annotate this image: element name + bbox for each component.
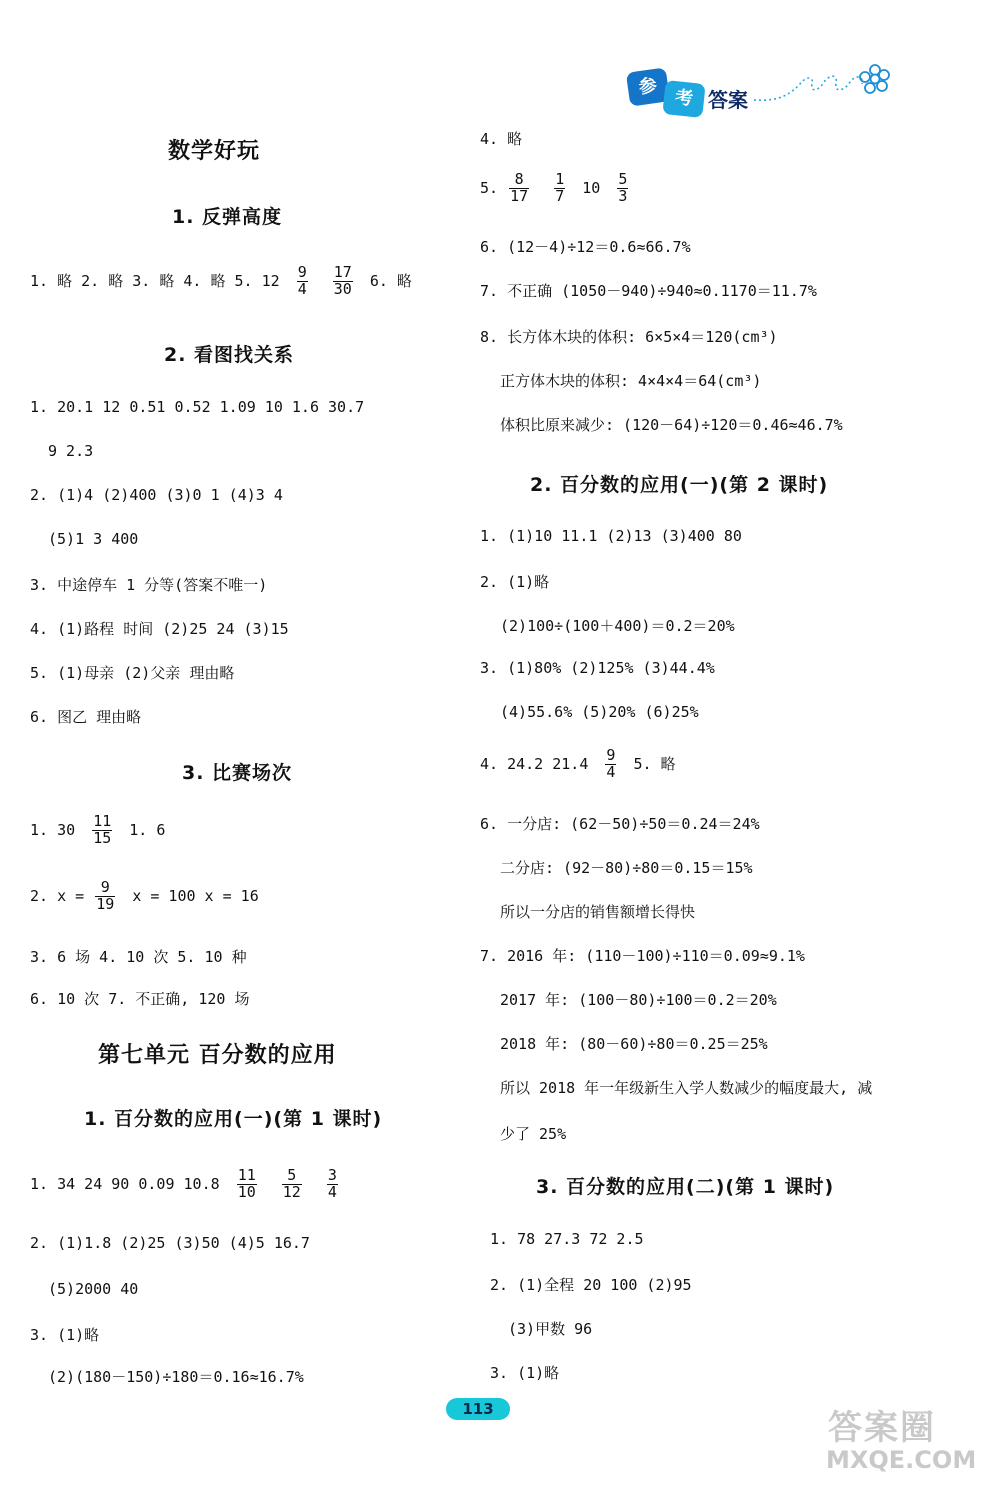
answer-line: 正方体木块的体积: 4×4×4＝64(cm³) <box>500 372 762 390</box>
header-badge-char-1: 参 <box>626 67 670 106</box>
fraction-denominator: 3 <box>618 186 628 205</box>
fraction-numerator: 9 <box>606 746 616 764</box>
answer-line <box>30 814 165 847</box>
answer-line <box>480 172 636 205</box>
answer-text: 1. 略 2. 略 3. 略 4. 略 5. 12 <box>30 271 280 290</box>
answer-line: 5. (1)母亲 (2)父亲 理由略 <box>30 664 235 682</box>
fraction-denominator: 19 <box>96 894 115 913</box>
answer-line: 3. (1)80% (2)125% (3)44.4% <box>480 659 715 677</box>
fraction-denominator: 12 <box>282 1182 301 1201</box>
answer-text: 2. x = <box>30 886 85 905</box>
answer-line <box>30 265 412 298</box>
fraction-denominator: 15 <box>93 828 112 847</box>
fraction <box>237 1168 257 1201</box>
fraction-numerator: 1 <box>555 170 565 188</box>
answer-line: 1. (1)10 11.1 (2)13 (3)400 80 <box>480 527 742 545</box>
answer-line: (4)55.6% (5)20% (6)25% <box>500 703 699 721</box>
answer-line: (3)甲数 96 <box>508 1320 593 1338</box>
answer-line: 2. (1)全程 20 100 (2)95 <box>490 1276 692 1294</box>
answer-line: 3. (1)略 <box>490 1364 560 1382</box>
subsection-title-percent-app-1-lesson-2: 2. 百分数的应用(一)(第 2 课时) <box>530 474 829 496</box>
answer-line: 1. 78 27.3 72 2.5 <box>490 1230 644 1248</box>
subsection-title-graph-relations: 2. 看图找关系 <box>164 344 295 366</box>
answer-line: 二分店: (92－80)÷80＝0.15＝15% <box>500 859 753 877</box>
watermark-logo: 答案圈 <box>828 1408 936 1448</box>
answer-line: (5)1 3 400 <box>48 530 139 548</box>
answer-line: 7. 不正确 (1050－940)÷940≈0.1170＝11.7% <box>480 282 817 300</box>
answer-line: 2017 年: (100－80)÷100＝0.2＝20% <box>500 991 777 1009</box>
answer-line: 所以一分店的销售额增长得快 <box>500 903 696 921</box>
answer-text: 6. 略 <box>369 271 412 290</box>
fraction-numerator: 3 <box>327 1166 337 1184</box>
fraction <box>617 172 628 205</box>
fraction-denominator: 7 <box>555 186 565 205</box>
subsection-title-percent-app-2-lesson-1: 3. 百分数的应用(二)(第 1 课时) <box>536 1176 835 1198</box>
fraction-numerator: 11 <box>93 812 112 830</box>
header-badge-char-2: 考 <box>662 80 705 118</box>
fraction <box>297 265 308 298</box>
answer-line: (2)100÷(100＋400)＝0.2＝20% <box>500 617 735 635</box>
answer-line: 7. 2016 年: (110－100)÷110＝0.09≈9.1% <box>480 947 805 965</box>
answer-line <box>30 1168 346 1201</box>
subsection-title-bounce-height: 1. 反弹高度 <box>172 206 283 228</box>
answer-line: 4. (1)路程 时间 (2)25 24 (3)15 <box>30 620 289 638</box>
answer-text: 1. 34 24 90 0.09 10.8 <box>30 1174 220 1193</box>
fraction-denominator: 4 <box>297 279 307 298</box>
fraction <box>333 265 353 298</box>
fraction-denominator: 4 <box>606 762 616 781</box>
answer-text: 1. 6 <box>129 820 166 839</box>
fraction-numerator: 11 <box>237 1166 256 1184</box>
answer-line: 2018 年: (80－60)÷80＝0.25＝25% <box>500 1035 768 1053</box>
answer-line: 体积比原来减少: (120－64)÷120＝0.46≈46.7% <box>500 416 843 434</box>
answer-line: 8. 长方体木块的体积: 6×5×4＝120(cm³) <box>480 328 778 346</box>
fraction <box>554 172 565 205</box>
subsection-title-percent-app-1-lesson-1: 1. 百分数的应用(一)(第 1 课时) <box>84 1108 383 1130</box>
watermark-url: MXQE.COM <box>826 1446 977 1474</box>
fraction-denominator: 10 <box>237 1182 256 1201</box>
answer-text: 5. <box>480 178 499 197</box>
flower-icon <box>858 62 892 96</box>
answer-line: 2. (1)4 (2)400 (3)0 1 (4)3 4 <box>30 486 283 504</box>
header-title: 答案 <box>708 88 748 112</box>
answer-text: 5. 略 <box>633 754 676 773</box>
subsection-title-match-count: 3. 比赛场次 <box>182 762 293 784</box>
fraction-numerator: 17 <box>333 263 352 281</box>
fraction-denominator: 4 <box>327 1182 337 1201</box>
answer-line: 6. (12－4)÷12＝0.6≈66.7% <box>480 238 691 256</box>
answer-line: 3. 6 场 4. 10 次 5. 10 种 <box>30 948 247 966</box>
answer-text: 1. 30 <box>30 820 76 839</box>
answer-line <box>30 880 259 913</box>
fraction <box>95 880 115 913</box>
unit-title: 第七单元 百分数的应用 <box>98 1043 337 1068</box>
answer-line <box>480 748 676 781</box>
answer-line: 6. 10 次 7. 不正确, 120 场 <box>30 990 250 1008</box>
fraction <box>327 1168 338 1201</box>
fraction-numerator: 5 <box>618 170 628 188</box>
answer-line: 2. (1)略 <box>480 573 550 591</box>
answer-line: 9 2.3 <box>48 442 94 460</box>
fraction-numerator: 8 <box>509 172 529 189</box>
answer-text: x = 100 x = 16 <box>132 886 259 905</box>
answer-line: 少了 25% <box>500 1125 567 1143</box>
answer-line: 2. (1)1.8 (2)25 (3)50 (4)5 16.7 <box>30 1234 310 1252</box>
answer-text: 4. 24.2 21.4 <box>480 754 589 773</box>
answer-line: 4. 略 <box>480 130 523 148</box>
answer-text: 10 <box>582 178 601 197</box>
fraction <box>92 814 112 847</box>
fraction-numerator: 9 <box>95 880 115 897</box>
fraction <box>282 1168 302 1201</box>
fraction-numerator: 5 <box>282 1168 302 1185</box>
fraction <box>509 172 529 205</box>
answer-line: (5)2000 40 <box>48 1280 139 1298</box>
answer-line: 1. 20.1 12 0.51 0.52 1.09 10 1.6 30.7 <box>30 398 365 416</box>
answer-line: (2)(180－150)÷180＝0.16≈16.7% <box>48 1368 304 1386</box>
answer-line: 6. 图乙 理由略 <box>30 708 142 726</box>
answer-line: 6. 一分店: (62－50)÷50＝0.24＝24% <box>480 815 760 833</box>
answer-line: 3. 中途停车 1 分等(答案不唯一) <box>30 576 268 594</box>
fraction-numerator: 9 <box>297 263 307 281</box>
fraction-denominator: 30 <box>333 279 352 298</box>
section-title-math-fun: 数学好玩 <box>168 139 261 164</box>
answer-line: 3. (1)略 <box>30 1326 100 1344</box>
fraction-denominator: 17 <box>510 186 529 205</box>
answer-line: 所以 2018 年一年级新生入学人数减少的幅度最大, 减 <box>500 1079 873 1097</box>
fraction <box>605 748 616 781</box>
page-number: 113 <box>446 1398 510 1420</box>
